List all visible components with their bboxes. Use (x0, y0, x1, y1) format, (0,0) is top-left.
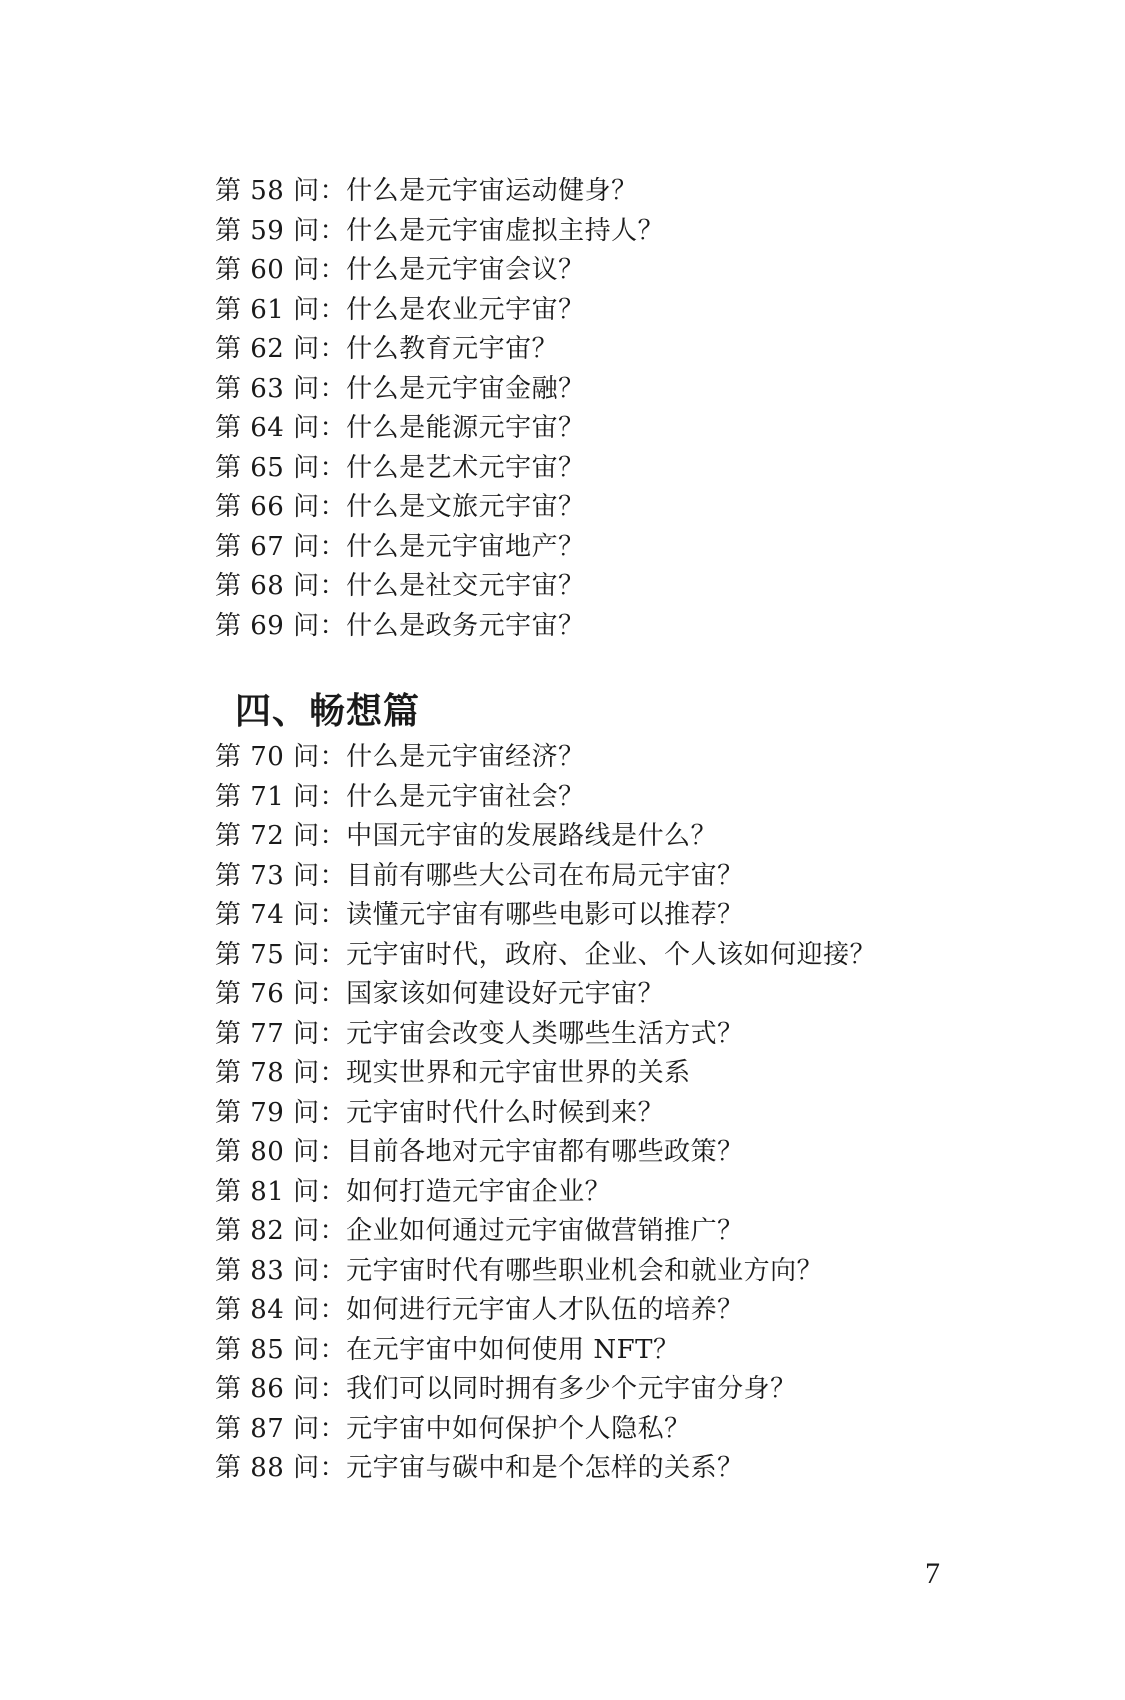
question-number: 第 66 问： (215, 492, 347, 522)
list-item (215, 251, 664, 291)
list-item (215, 212, 664, 252)
question-text: 什么是元宇宙地产？ (346, 531, 585, 562)
list-item (215, 1173, 876, 1213)
question-number: 第 81 问： (215, 1176, 347, 1207)
question-text: 元宇宙与碳中和是个怎样的关系？ (346, 1453, 744, 1483)
question-number: 第 70 问： (215, 742, 347, 772)
list-item (215, 1252, 876, 1292)
question-text: 读懂元宇宙有哪些电影可以推荐？ (346, 900, 744, 930)
question-text: 什么是元宇宙会议？ (346, 255, 585, 285)
list-item (215, 291, 664, 331)
list-item (215, 1331, 876, 1371)
list-item (215, 607, 664, 647)
question-text: 中国元宇宙的发展路线是什么？ (346, 821, 718, 851)
question-text: 目前有哪些大公司在布局元宇宙？ (346, 860, 744, 891)
question-number: 第 65 问： (215, 452, 347, 483)
list-item (215, 1212, 876, 1252)
list-item (215, 975, 876, 1015)
question-text: 什么是元宇宙金融？ (346, 373, 585, 404)
list-item (215, 1094, 876, 1134)
list-item (215, 1449, 876, 1489)
question-text: 什么教育元宇宙？ (346, 334, 559, 364)
page-number: 7 (925, 1557, 940, 1590)
question-number: 第 61 问： (215, 294, 347, 325)
question-number: 第 77 问： (215, 1018, 347, 1049)
question-number: 第 87 问： (215, 1413, 347, 1444)
list-item (215, 528, 664, 568)
question-number: 第 64 问： (215, 413, 347, 443)
question-number: 第 58 问： (215, 176, 347, 206)
question-text: 什么是元宇宙运动健身？ (346, 176, 638, 206)
question-text: 元宇宙时代什么时候到来？ (346, 1097, 665, 1128)
list-item (215, 1410, 876, 1450)
question-text: 什么是农业元宇宙？ (346, 294, 585, 325)
question-number: 第 71 问： (215, 781, 347, 812)
list-item (215, 1054, 876, 1094)
list-item (215, 409, 664, 449)
question-text: 如何进行元宇宙人才队伍的培养？ (346, 1295, 744, 1325)
question-number: 第 86 问： (215, 1374, 347, 1404)
section-heading: 四、畅想篇 (235, 691, 421, 732)
question-number: 第 82 问： (215, 1216, 347, 1246)
list-item (215, 936, 876, 976)
question-text: 什么是文旅元宇宙？ (346, 492, 585, 522)
question-number: 第 74 问： (215, 900, 347, 930)
question-text: 什么是元宇宙社会？ (346, 781, 585, 812)
list-item (215, 1370, 876, 1410)
question-text: 元宇宙时代有哪些职业机会和就业方向？ (346, 1255, 824, 1286)
list-item (215, 449, 664, 489)
question-text: 在元宇宙中如何使用 NFT？ (346, 1334, 680, 1365)
question-text: 什么是政务元宇宙？ (346, 610, 585, 641)
list-item (215, 738, 876, 778)
list-item (215, 330, 664, 370)
question-text: 元宇宙会改变人类哪些生活方式？ (346, 1018, 744, 1049)
list-item (215, 1291, 876, 1331)
question-text: 如何打造元宇宙企业？ (346, 1176, 612, 1207)
list-item (215, 1133, 876, 1173)
question-text: 企业如何通过元宇宙做营销推广？ (346, 1216, 744, 1246)
question-text: 我们可以同时拥有多少个元宇宙分身？ (346, 1374, 797, 1404)
question-number: 第 88 问： (215, 1453, 347, 1483)
question-number: 第 85 问： (215, 1334, 347, 1365)
question-number: 第 80 问： (215, 1137, 347, 1167)
question-text: 目前各地对元宇宙都有哪些政策？ (346, 1137, 744, 1167)
list-item (215, 172, 664, 212)
list-item (215, 567, 664, 607)
question-number: 第 83 问： (215, 1255, 347, 1286)
question-text: 元宇宙时代，政府、企业、个人该如何迎接？ (346, 939, 877, 970)
question-list-section-3 (215, 172, 664, 646)
question-text: 什么是艺术元宇宙？ (346, 452, 585, 483)
question-text: 什么是元宇宙虚拟主持人？ (346, 215, 665, 246)
question-number: 第 69 问： (215, 610, 347, 641)
question-list-section-4 (215, 738, 876, 1489)
question-number: 第 68 问： (215, 571, 347, 601)
list-item (215, 896, 876, 936)
question-text: 什么是社交元宇宙？ (346, 571, 585, 601)
question-number: 第 63 问： (215, 373, 347, 404)
question-text: 现实世界和元宇宙世界的关系 (346, 1058, 691, 1088)
question-number: 第 72 问： (215, 821, 347, 851)
question-text: 国家该如何建设好元宇宙？ (346, 979, 665, 1009)
list-item (215, 857, 876, 897)
list-item (215, 370, 664, 410)
question-text: 什么是元宇宙经济？ (346, 742, 585, 772)
question-number: 第 62 问： (215, 334, 347, 364)
question-number: 第 79 问： (215, 1097, 347, 1128)
list-item (215, 1015, 876, 1055)
question-number: 第 78 问： (215, 1058, 347, 1088)
question-text: 元宇宙中如何保护个人隐私？ (346, 1413, 691, 1444)
question-number: 第 59 问： (215, 215, 347, 246)
question-number: 第 84 问： (215, 1295, 347, 1325)
question-number: 第 75 问： (215, 939, 347, 970)
list-item (215, 778, 876, 818)
list-item (215, 817, 876, 857)
question-number: 第 73 问： (215, 860, 347, 891)
question-number: 第 67 问： (215, 531, 347, 562)
list-item (215, 488, 664, 528)
question-number: 第 76 问： (215, 979, 347, 1009)
question-text: 什么是能源元宇宙？ (346, 413, 585, 443)
question-number: 第 60 问： (215, 255, 347, 285)
